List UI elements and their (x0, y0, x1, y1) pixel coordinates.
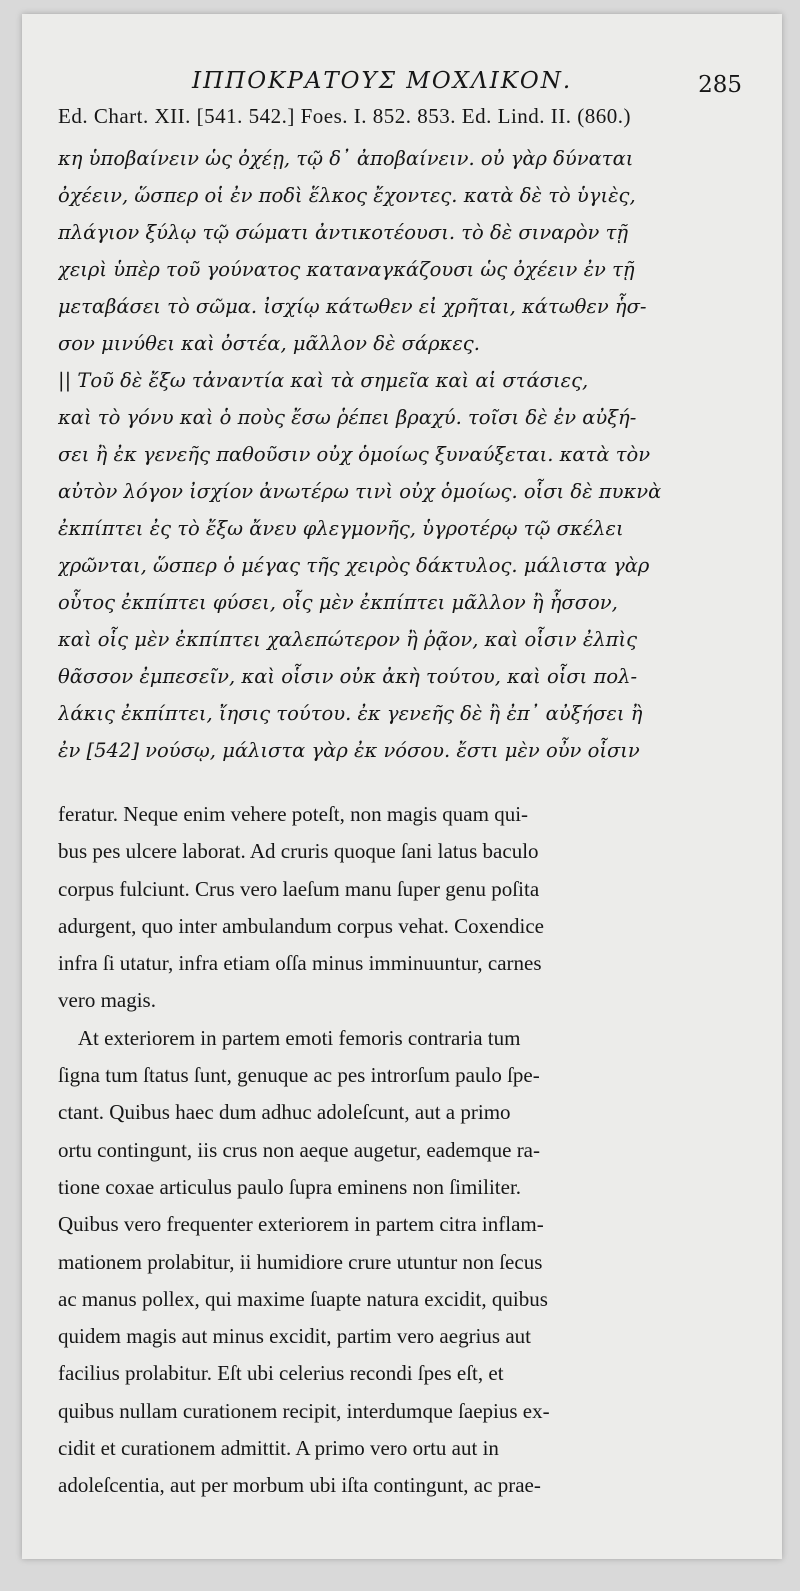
greek-line: σει ἢ ἐκ γενεῆς παθοῦσιν οὐχ ὁμοίως ξυναύξεται. κατὰ τὸν (58, 443, 651, 466)
greek-text-block (58, 140, 748, 769)
greek-line: λάκις ἐκπίπτει, ἴησις τούτου. ἐκ γενεῆς δὲ ἢ ἐπ᾽ αὐξήσει ἢ (58, 702, 643, 725)
latin-line: adurgent, quo inter ambulandum corpus vehat. Coxendice (58, 913, 544, 938)
greek-line: θᾶσσον ἐμπεσεῖν, καὶ οἷσιν οὐκ ἀκὴ τούτου, καὶ οἷσι πολ- (58, 665, 638, 688)
running-title: ΙΠΠΟΚΡΑΤΟΥΣ ΜΟΧΛΙΚΟΝ. (192, 68, 573, 94)
greek-line: ἐκπίπτει ἐς τὸ ἔξω ἄνευ φλεγμονῆς, ὑγροτέρῳ τῷ σκέλει (58, 517, 624, 540)
latin-line: vero magis. (58, 988, 156, 1013)
latin-line: ctant. Quibus haec dum adhuc adoleſcunt, aut a primo (58, 1100, 511, 1125)
greek-line: χειρὶ ὑπὲρ τοῦ γούνατος καταναγκάζουσι ὡς ὀχέειν ἐν τῇ (58, 258, 635, 281)
latin-line: mationem prolabitur, ii humidiore crure utuntur non ſecus (58, 1249, 543, 1274)
page-header (22, 64, 742, 104)
greek-line: ἐν [542] νούσῳ, μάλιστα γὰρ ἐκ νόσου. ἔστι μὲν οὖν οἷσιν (58, 739, 640, 762)
latin-line: adoleſcentia, aut per morbum ubi iſta contingunt, ac prae- (58, 1473, 541, 1498)
latin-line: ac manus pollex, qui maxime ſuapte natura excidit, quibus (58, 1286, 548, 1311)
greek-line: ὀχέειν, ὥσπερ οἱ ἐν ποδὶ ἕλκος ἔχοντες. κατὰ δὲ τὸ ὑγιὲς, (58, 184, 636, 207)
greek-line: καὶ οἷς μὲν ἐκπίπτει χαλεπώτερον ἢ ῥᾷον, καὶ οἷσιν ἐλπὶς (58, 628, 638, 651)
latin-line: Quibus vero frequenter exteriorem in partem citra inflam- (58, 1212, 544, 1237)
latin-line: quibus nullam curationem recipit, interdumque ſaepius ex- (58, 1398, 550, 1423)
latin-line: ſigna tum ſtatus ſunt, genuque ac pes introrſum paulo ſpe- (58, 1063, 540, 1088)
greek-line: πλάγιον ξύλῳ τῷ σώματι ἀντικοτέουσι. τὸ δὲ σιναρὸν τῇ (58, 221, 629, 244)
latin-line: infra ſi utatur, infra etiam oſſa minus imminuuntur, carnes (58, 951, 542, 976)
latin-line: cidit et curationem admittit. A primo vero ortu aut in (58, 1436, 499, 1461)
greek-line: αὐτὸν λόγον ἰσχίον ἀνωτέρω τινὶ οὐχ ὁμοίως. οἷσι δὲ πυκνὰ (58, 480, 662, 503)
greek-line: καὶ τὸ γόνυ καὶ ὁ ποὺς ἔσω ῥέπει βραχύ. τοῖσι δὲ ἐν αὐξή- (58, 406, 637, 429)
greek-line: κη ὑποβαίνειν ὡς ὀχέῃ, τῷ δ᾽ ἀποβαίνειν. οὐ γὰρ δύναται (58, 147, 634, 170)
latin-line: corpus fulciunt. Crus vero laeſum manu ſuper genu poſita (58, 876, 540, 901)
greek-line: σον μινύθει καὶ ὀστέα, μᾶλλον δὲ σάρκες. (58, 332, 480, 355)
latin-line: tione coxae articulus paulo ſupra eminens non ſimiliter. (58, 1174, 522, 1199)
latin-line: quidem magis aut minus excidit, partim vero aegrius aut (58, 1324, 531, 1349)
latin-line: facilius prolabitur. Eſt ubi celerius recondi ſpes eſt, et (58, 1361, 504, 1386)
greek-line: χρῶνται, ὥσπερ ὁ μέγας τῆς χειρὸς δάκτυλος. μάλιστα γὰρ (58, 554, 650, 577)
greek-line: οὗτος ἐκπίπτει φύσει, οἷς μὲν ἐκπίπτει μᾶλλον ἢ ἧσσον, (58, 591, 618, 614)
greek-line: μεταβάσει τὸ σῶμα. ἰσχίῳ κάτωθεν εἰ χρῆται, κάτωθεν ἧσ- (58, 295, 647, 318)
latin-line: ortu contingunt, iis crus non aeque augetur, eademque ra- (58, 1137, 540, 1162)
latin-line: feratur. Neque enim vehere poteſt, non magis quam qui- (58, 802, 529, 826)
greek-line: || Τοῦ δὲ ἔξω τἀναντία καὶ τὰ σημεῖα καὶ αἱ στάσιες, (58, 369, 589, 392)
latin-text-block (58, 796, 748, 1505)
latin-line: bus pes ulcere laborat. Ad cruris quoque ſani latus baculo (58, 839, 539, 864)
book-page (22, 14, 782, 1559)
latin-line: At exteriorem in partem emoti femoris contraria tum (58, 1025, 521, 1050)
page-number: 285 (698, 72, 742, 98)
edition-reference: Ed. Chart. XII. [541. 542.] Foes. I. 852. 853. Ed. Lind. II. (860.) (58, 104, 631, 128)
